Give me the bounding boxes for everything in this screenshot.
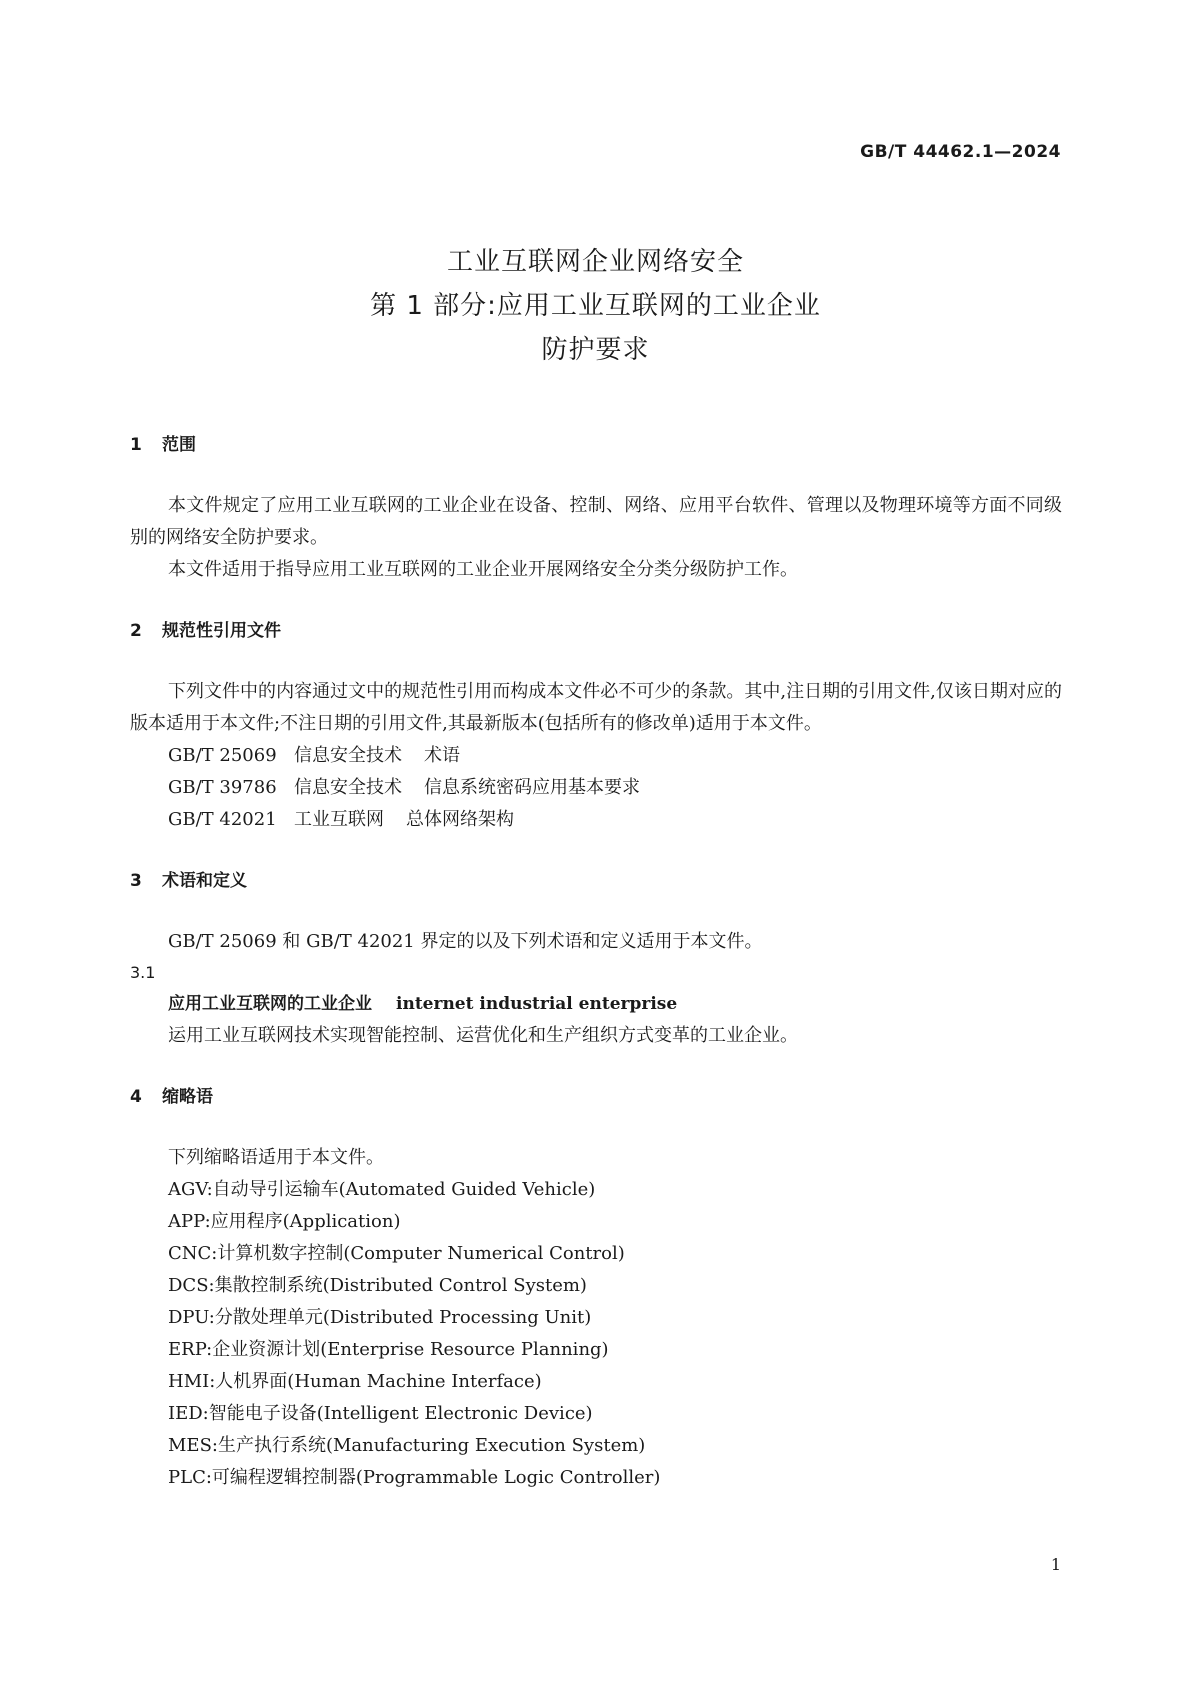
term-number: 3.1 [130,963,156,982]
reference-title-part: 工业互联网 [294,809,384,830]
section-title: 规范性引用文件 [162,621,281,641]
abbreviation-item: APP:应用程序(Application) [168,1211,401,1232]
paragraph: 本文件适用于指导应用工业互联网的工业企业开展网络安全分类分级防护工作。 [168,559,798,580]
section-title: 缩略语 [162,1087,213,1107]
section-number: 2 [130,621,142,641]
title-line-3: 防护要求 [541,335,650,365]
paragraph: 本文件规定了应用工业互联网的工业企业在设备、控制、网络、应用平台软件、管理以及物理环境等方面不同级别的网络安全防护要求。 [130,495,1062,548]
term-definition: 运用工业互联网技术实现智能控制、运营优化和生产组织方式变革的工业企业。 [168,1025,798,1046]
paragraph: 下列缩略语适用于本文件。 [168,1147,384,1168]
title-line-2: 第 1 部分:应用工业互联网的工业企业 [370,291,821,321]
abbreviation-item: MES:生产执行系统(Manufacturing Execution System) [168,1435,646,1456]
section-number: 4 [130,1087,142,1107]
standard-number: GB/T 44462.1—2024 [860,142,1061,162]
section-title: 术语和定义 [162,871,247,891]
reference-title-part: 术语 [424,745,460,766]
term-zh: 应用工业互联网的工业企业 [168,994,372,1014]
section-1-heading [130,432,1062,458]
abbreviation-item: ERP:企业资源计划(Enterprise Resource Planning) [168,1339,609,1360]
reference-item [130,804,1062,836]
abbreviation-item: DCS:集散控制系统(Distributed Control System) [168,1275,587,1296]
abbreviation-item: DPU:分散处理单元(Distributed Processing Unit) [168,1307,592,1328]
reference-code: GB/T 25069 [168,745,277,766]
section-number: 3 [130,871,142,891]
section-4-heading [130,1084,1062,1110]
abbreviation-item: PLC:可编程逻辑控制器(Programmable Logic Controller) [168,1467,661,1488]
reference-title-part: 总体网络架构 [406,809,514,830]
abbreviation-item: AGV:自动导引运输车(Automated Guided Vehicle) [168,1179,596,1200]
reference-title-part: 信息安全技术 [294,777,402,798]
document-body [130,432,1062,1494]
reference-title-part: 信息系统密码应用基本要求 [424,777,640,798]
abbreviation-item: HMI:人机界面(Human Machine Interface) [168,1371,542,1392]
title-line-1: 工业互联网企业网络安全 [446,247,744,277]
document-title [0,240,1191,372]
reference-code: GB/T 39786 [168,777,277,798]
term-title [130,988,1062,1020]
paragraph: GB/T 25069 和 GB/T 42021 界定的以及下列术语和定义适用于本文件。 [168,931,763,952]
reference-item [130,772,1062,804]
abbreviation-item: CNC:计算机数字控制(Computer Numerical Control) [168,1243,625,1264]
paragraph: 下列文件中的内容通过文中的规范性引用而构成本文件必不可少的条款。其中,注日期的引用文件,仅该日期对应的版本适用于本文件;不注日期的引用文件,其最新版本(包括所有的修改单)适用于本文件。 [130,681,1062,734]
page-number: 1 [1050,1555,1061,1574]
section-title: 范围 [162,435,196,455]
abbreviation-item: IED:智能电子设备(Intelligent Electronic Device) [168,1403,593,1424]
section-3-heading [130,868,1062,894]
reference-code: GB/T 42021 [168,809,277,830]
section-2-heading [130,618,1062,644]
reference-title-part: 信息安全技术 [294,745,402,766]
section-number: 1 [130,435,142,455]
term-en: internet industrial enterprise [396,994,678,1014]
reference-item [130,740,1062,772]
